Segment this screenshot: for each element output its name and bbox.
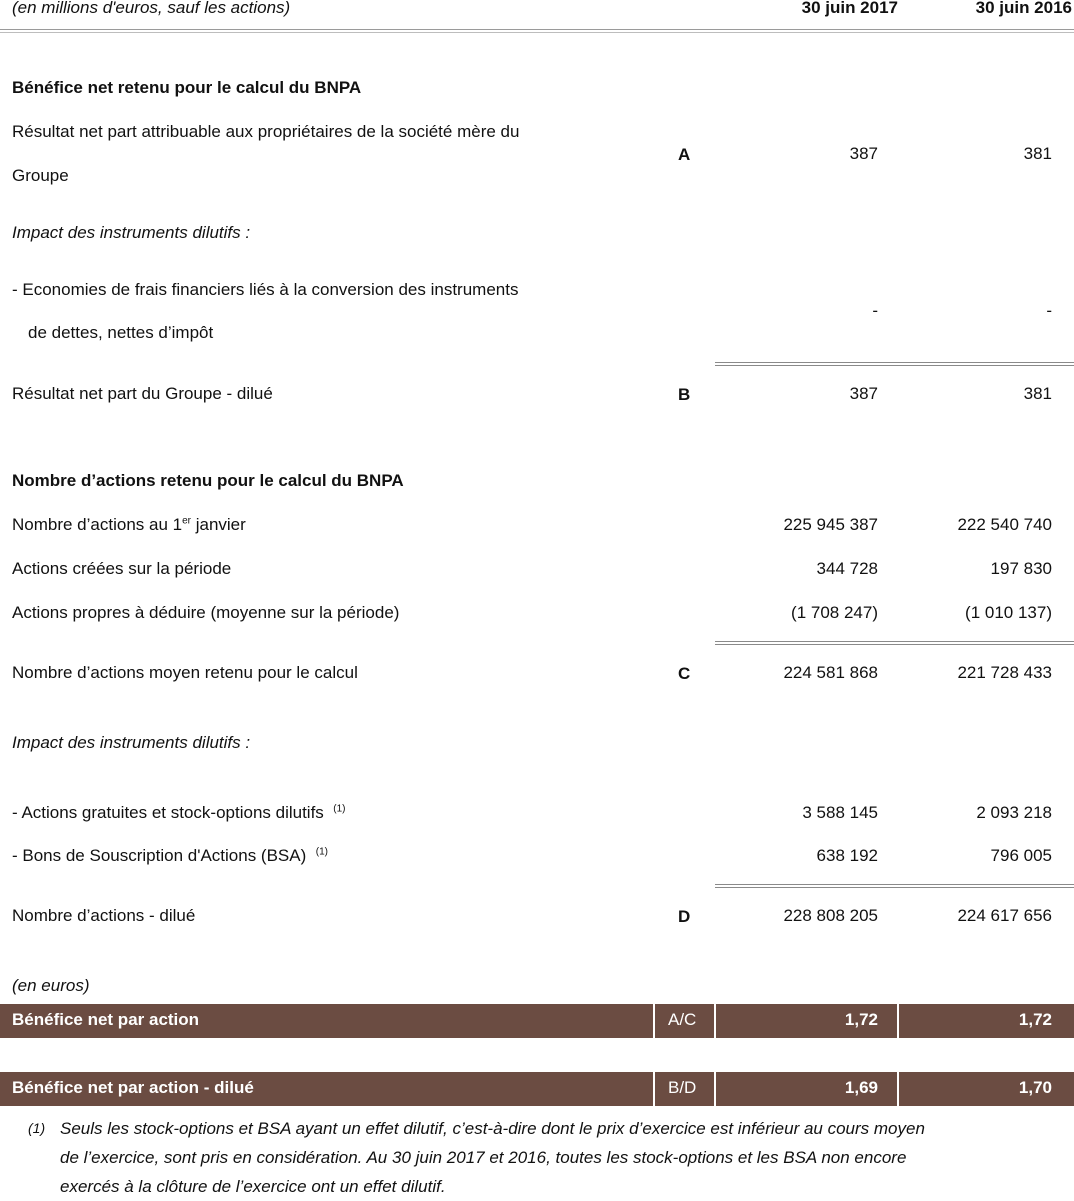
eps-separator-2 xyxy=(714,1004,716,1038)
row-a-label-line2: Groupe xyxy=(12,166,69,185)
footnote-line1: Seuls les stock-options et BSA ayant un effet dilutif, c’est-à-dire dont le prix d’exercice est inférieur au cours moyen xyxy=(60,1119,925,1138)
impact-title-2: Impact des instruments dilutifs : xyxy=(12,733,251,752)
row-d-code: D xyxy=(678,907,691,926)
treasury-label: Actions propres à déduire (moyenne sur la période) xyxy=(12,603,400,622)
section-title-shares: Nombre d’actions retenu pour le calcul du BNPA xyxy=(12,471,404,490)
free-shares-label: - Actions gratuites et stock-options dilutifs $^{(1)}$ xyxy=(12,803,346,822)
row-c-value-2016: 221 728 433 xyxy=(957,663,1052,682)
row-b-value-2017: 387 xyxy=(849,384,878,403)
row-d-value-2016: 224 617 656 xyxy=(957,906,1052,925)
row-a-value-2016: 381 xyxy=(1023,144,1052,163)
row-c-label: Nombre d’actions moyen retenu pour le calcul xyxy=(12,663,358,682)
free-shares-value-2016: 2 093 218 xyxy=(976,803,1052,822)
economies-value-2016: - xyxy=(1046,301,1052,320)
bsa-value-2017: 638 192 xyxy=(816,846,878,865)
footnote-line2: de l’exercice, sont pris en considération. Au 30 juin 2017 et 2016, toutes les stock-options et les BSA non encore xyxy=(60,1148,907,1167)
row-a-code: A xyxy=(678,145,691,164)
eps-diluted-code: B/D xyxy=(668,1078,697,1097)
row-a-value-2017: 387 xyxy=(849,144,878,163)
euros-note: (en euros) xyxy=(12,976,90,995)
row-d-label: Nombre d’actions - dilué xyxy=(12,906,196,925)
column-header-2017: 30 juin 2017 xyxy=(801,0,898,17)
unit-note: (en millions d'euros, sauf les actions) xyxy=(12,0,291,17)
created-value-2017: 344 728 xyxy=(816,559,878,578)
free-shares-value-2017: 3 588 145 xyxy=(802,803,878,822)
bsa-label: - Bons de Souscription d'Actions (BSA) $^{(1)}$ xyxy=(12,846,328,865)
economies-label-line1: - Economies de frais financiers liés à la conversion des instruments xyxy=(12,280,519,299)
economies-value-2017: - xyxy=(872,301,878,320)
eps-diluted-separator-2 xyxy=(714,1072,716,1106)
impact-title-1: Impact des instruments dilutifs : xyxy=(12,223,251,242)
jan1-value-2016: 222 540 740 xyxy=(957,515,1052,534)
eps-value-2017: 1,72 xyxy=(844,1010,878,1029)
eps-separator-1 xyxy=(653,1004,655,1038)
eps-row xyxy=(0,1004,1074,1038)
section-title-net-income: Bénéfice net retenu pour le calcul du BNPA xyxy=(12,78,362,97)
economies-label-line2: de dettes, nettes d’impôt xyxy=(28,323,214,342)
row-b-code: B xyxy=(678,385,691,404)
row-a-label-line1: Résultat net part attribuable aux propriétaires de la société mère du xyxy=(12,122,520,141)
eps-diluted-value-2017: 1,69 xyxy=(844,1078,878,1097)
eps-diluted-row xyxy=(0,1072,1074,1106)
created-value-2016: 197 830 xyxy=(990,559,1052,578)
eps-separator-3 xyxy=(897,1004,899,1038)
eps-diluted-separator-3 xyxy=(897,1072,899,1106)
subtotal-rule-c xyxy=(715,641,1074,645)
footnote-marker: (1) xyxy=(28,1120,46,1136)
column-header-2016: 30 juin 2016 xyxy=(975,0,1072,17)
subtotal-rule-b xyxy=(715,362,1074,366)
row-c-value-2017: 224 581 868 xyxy=(783,663,878,682)
row-b-label: Résultat net part du Groupe - dilué xyxy=(12,384,273,403)
jan1-label: Nombre d’actions au 1er janvier xyxy=(12,515,246,534)
header-divider xyxy=(0,29,1074,33)
eps-diluted-label: Bénéfice net par action - dilué xyxy=(12,1078,254,1097)
eps-code: A/C xyxy=(668,1010,697,1029)
footnote-line3: exercés à la clôture de l’exercice ont un effet dilutif. xyxy=(60,1177,446,1196)
eps-label: Bénéfice net par action xyxy=(12,1010,200,1029)
eps-diluted-separator-1 xyxy=(653,1072,655,1106)
row-c-code: C xyxy=(678,664,691,683)
jan1-value-2017: 225 945 387 xyxy=(783,515,878,534)
bsa-value-2016: 796 005 xyxy=(990,846,1052,865)
row-b-value-2016: 381 xyxy=(1023,384,1052,403)
treasury-value-2017: (1 708 247) xyxy=(791,603,878,622)
treasury-value-2016: (1 010 137) xyxy=(965,603,1052,622)
row-d-value-2017: 228 808 205 xyxy=(783,906,878,925)
eps-value-2016: 1,72 xyxy=(1018,1010,1052,1029)
subtotal-rule-d xyxy=(715,884,1074,888)
created-label: Actions créées sur la période xyxy=(12,559,232,578)
eps-diluted-value-2016: 1,70 xyxy=(1018,1078,1052,1097)
